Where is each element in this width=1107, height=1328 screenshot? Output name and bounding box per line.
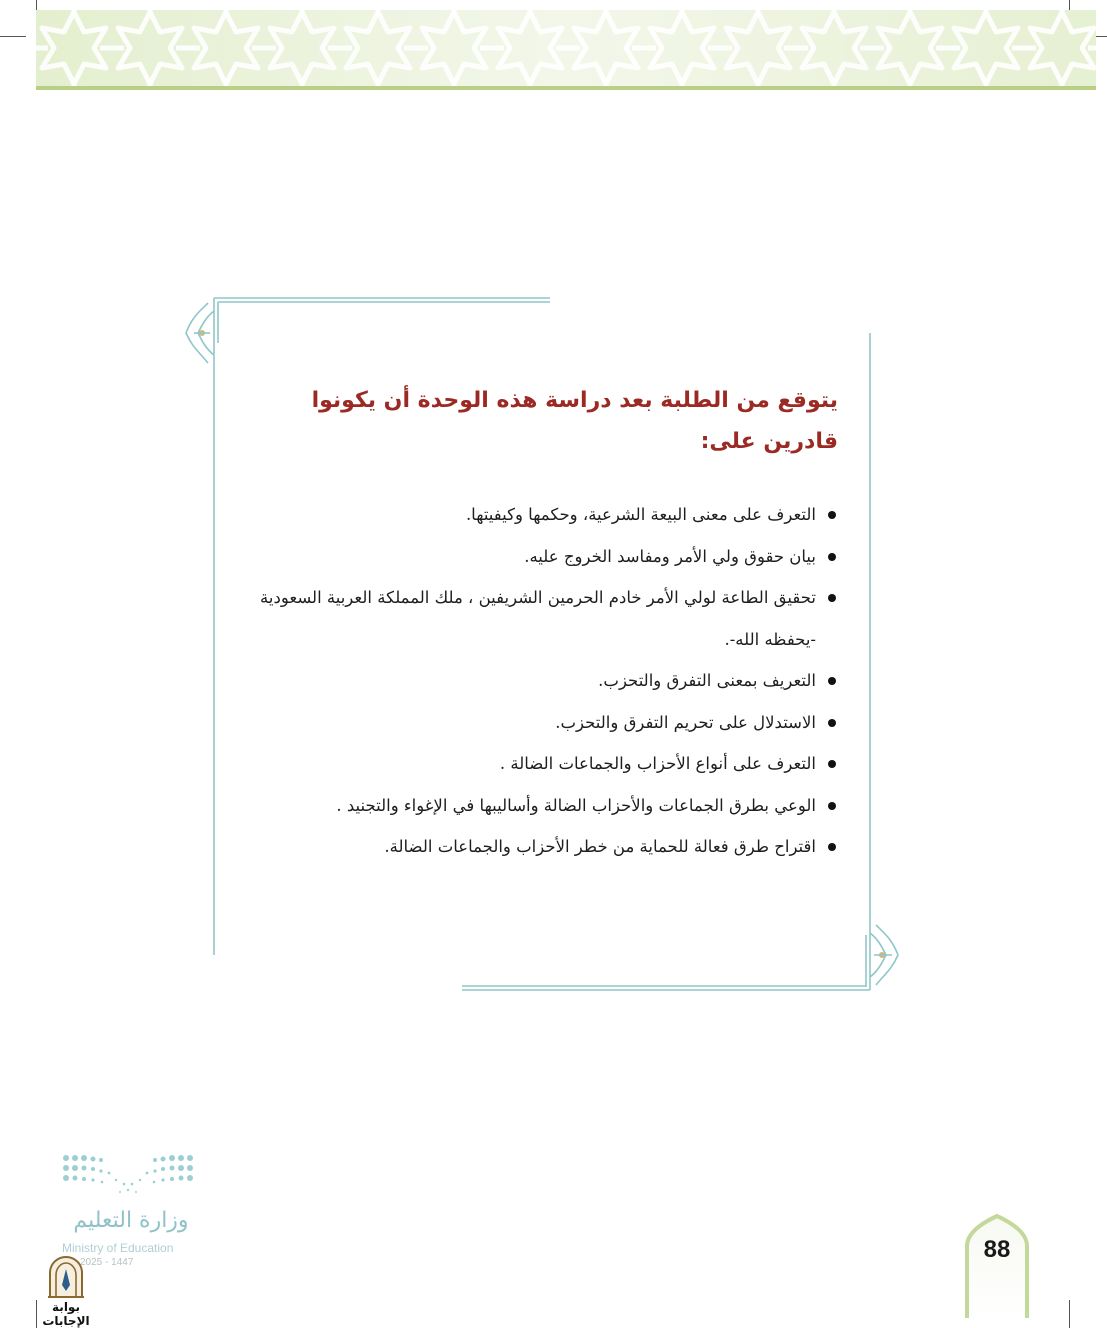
list-item: [240, 785, 838, 827]
list-item: [240, 826, 838, 868]
ministry-emblem-icon: [58, 1150, 208, 1200]
objectives-heading: يتوقع من الطلبة بعد دراسة هذه الوحدة أن يكونوا قادرين على:: [311, 388, 838, 454]
bullet-icon: [828, 843, 836, 851]
bullet-icon: [828, 802, 836, 810]
list-item-text: التعرف على أنواع الأحزاب والجماعات الضالة .: [499, 754, 816, 773]
ministry-name-english: Ministry of Education: [62, 1241, 174, 1255]
bullet-icon: [828, 594, 836, 602]
list-item: [240, 702, 838, 744]
islamic-pattern-icon: [36, 10, 1096, 86]
crop-mark: [0, 36, 26, 37]
bullet-icon: [828, 760, 836, 768]
list-item: [240, 536, 838, 578]
list-item: [240, 660, 838, 702]
frame-ornament-icon: [186, 303, 214, 363]
list-item-text: الاستدلال على تحريم التفرق والتحزب.: [555, 712, 816, 732]
ministry-name-arabic: وزارة التعليم: [73, 1208, 189, 1233]
list-item-text: تحقيق الطاعة لولي الأمر خادم الحرمين الشريفين ، ملك المملكة العربية السعودية -يحفظه الله-.: [260, 588, 816, 649]
list-item: [240, 577, 838, 660]
crop-mark: [1069, 1300, 1070, 1328]
list-item: [240, 743, 838, 785]
list-item-text: الوعي بطرق الجماعات والأحزاب الضالة وأساليبها في الإغواء والتجنيد .: [336, 795, 816, 815]
bullet-icon: [828, 553, 836, 561]
list-item-text: بيان حقوق ولي الأمر ومفاسد الخروج عليه.: [524, 546, 816, 566]
objectives-list: [240, 494, 838, 868]
list-item-text: التعرف على معنى البيعة الشرعية، وحكمها وكيفيتها.: [465, 505, 816, 524]
page-number: 88: [983, 1236, 1011, 1263]
bullet-icon: [828, 677, 836, 685]
header-pattern-banner: [36, 10, 1096, 86]
header-rule: [36, 86, 1096, 90]
objectives-box: [240, 380, 838, 868]
ministry-year: 2025 - 1447: [80, 1257, 134, 1268]
portal-logo-icon: [44, 1255, 88, 1299]
bullet-icon: [828, 719, 836, 727]
portal-watermark: [28, 1255, 108, 1328]
portal-label: بوابة الإجابات: [42, 1300, 90, 1328]
page-number-tab: [964, 1214, 1030, 1318]
bullet-icon: [828, 511, 836, 519]
frame-ornament-icon: [870, 925, 898, 985]
list-item-text: التعريف بمعنى التفرق والتحزب.: [598, 671, 816, 690]
list-item: [240, 494, 838, 536]
list-item-text: اقتراح طرق فعالة للحماية من خطر الأحزاب والجماعات الضالة.: [384, 837, 816, 856]
